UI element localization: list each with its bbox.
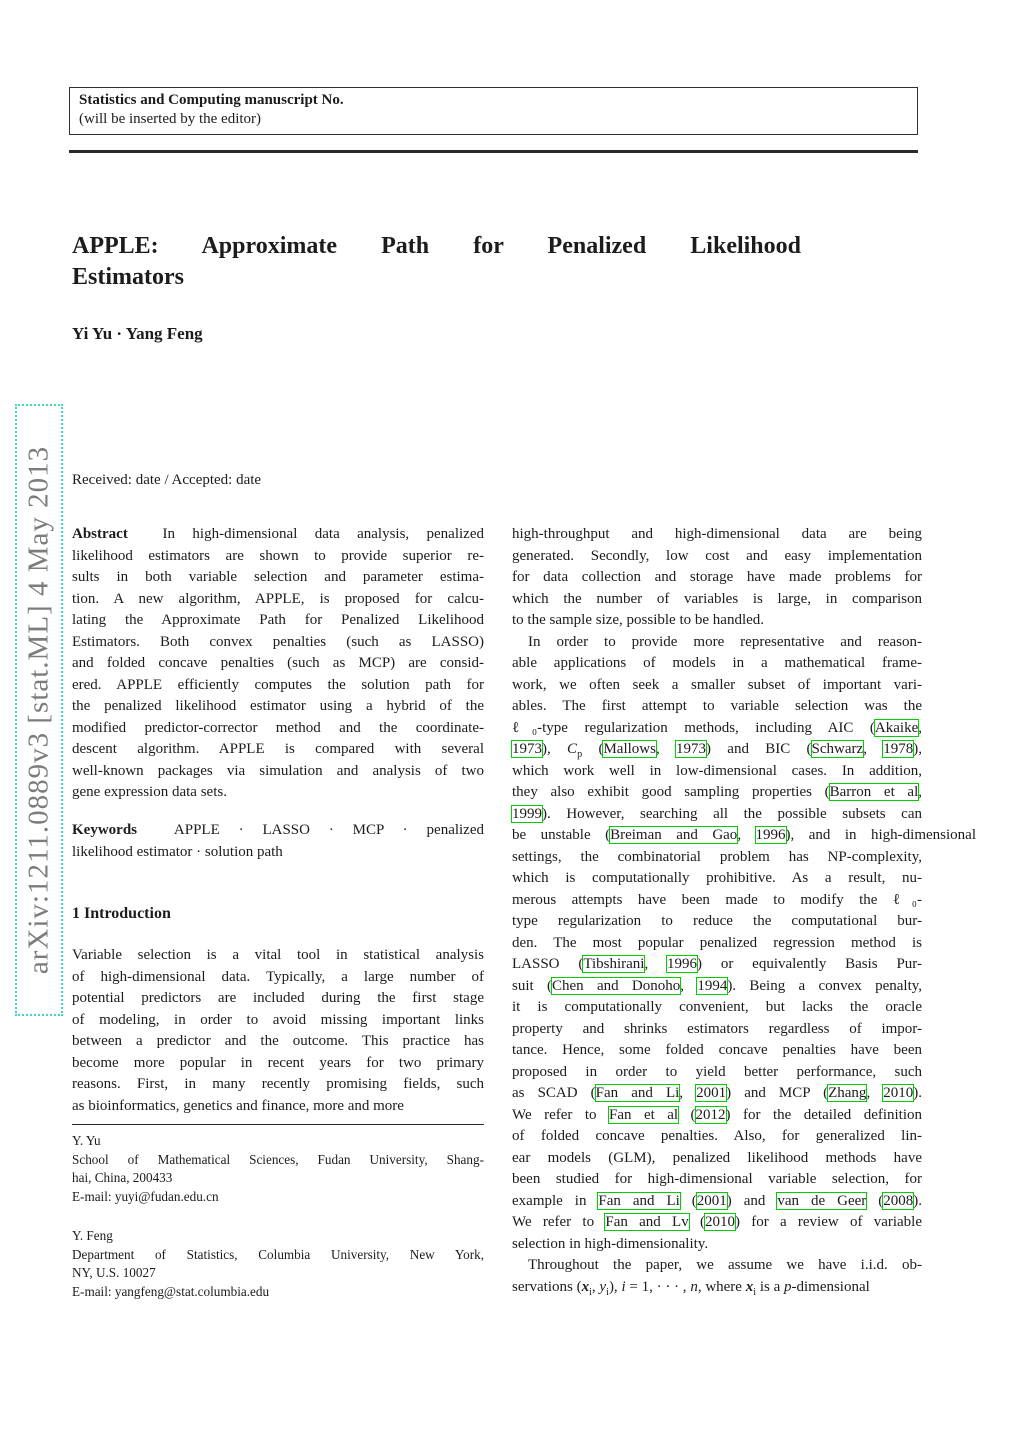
citation-link[interactable]: 1978 [883, 741, 914, 757]
citation-link[interactable]: Breiman and Gao [610, 827, 738, 843]
text-line: settings, the combinatorial problem has NP-complexity, [512, 848, 922, 865]
text-line: suit (Chen and Donoho, 1994). Being a convex penalty, [512, 977, 923, 994]
text-line: Throughout the paper, we assume we have i.i.d. ob- [528, 1257, 922, 1273]
text-line: it is computationally convenient, but lacks the oracle [512, 999, 922, 1015]
text-line: the penalized likelihood estimator using a hybrid of the [72, 698, 484, 714]
paper-authors: Yi Yu · Yang Feng [72, 324, 203, 343]
text-line: descent algorithm. APPLE is compared with several [72, 741, 484, 757]
text-line: 1973), $C_p$ (Mallows, 1973) and BIC (Schwarz, 1978), [512, 741, 922, 760]
text-line: of high-dimensional data. Typically, a large number of [72, 968, 484, 985]
text-line: tance. Hence, some folded concave penalties have been [512, 1042, 922, 1058]
text-line: We refer to Fan and Lv (2010) for a review of variable [512, 1214, 922, 1230]
text-line: as SCAD (Fan and Li, 2001) and MCP (Zhang, 2010). [512, 1085, 923, 1101]
text-line: den. The most popular penalized regression method is [512, 934, 922, 951]
section-heading-introduction: 1 Introduction [72, 905, 171, 922]
text-line: example in Fan and Li (2001) and van de Geer (2008). [512, 1192, 922, 1209]
citation-link[interactable]: Fan and Lv [605, 1214, 689, 1230]
citation-link[interactable]: Akaike [874, 719, 919, 736]
text-line: reasons. First, in many recently promising fields, such [72, 1076, 484, 1092]
citation-link[interactable]: 1999 [512, 805, 542, 822]
text-line: be unstable (Breiman and Gao, 1996), and in high-dimensional [512, 827, 976, 843]
text-line: likelihood estimator · solution path [72, 843, 283, 860]
arxiv-watermark-text: arXiv:1211.0889v3 [stat.ML] 4 May 2013 [22, 445, 55, 975]
text-line: modified predictor-corrector method and the coordinate- [72, 719, 484, 736]
header-divider-rule [69, 150, 918, 153]
text-line: as bioinformatics, genetics and finance, more and more [72, 1097, 404, 1114]
manuscript-header-line1: Statistics and Computing manuscript No. [79, 92, 344, 108]
text-line: Variable selection is a vital tool in statistical analysis [72, 947, 484, 963]
text-line: E-mail: yangfeng@stat.columbia.edu [72, 1283, 270, 1299]
text-line: In order to provide more representative and reason- [528, 633, 922, 650]
citation-link[interactable]: 1994 [697, 977, 728, 994]
text-line: Department of Statistics, Columbia University, New York, [72, 1246, 484, 1262]
text-line: ear models (GLM), penalized likelihood methods have [512, 1149, 922, 1166]
text-line: of folded concave penalties. Also, for generalized lin- [512, 1128, 922, 1144]
text-line: sults in both variable selection and parameter estima- [72, 569, 484, 585]
citation-link[interactable]: 2010 [883, 1085, 914, 1101]
text-line: for data collection and storage have made problems for [512, 569, 922, 585]
text-line: high-throughput and high-dimensional data are being [512, 526, 922, 542]
abstract-paragraph [72, 524, 484, 804]
citation-link[interactable]: Schwarz [811, 741, 864, 757]
text-line: School of Mathematical Sciences, Fudan University, Shang- [72, 1151, 484, 1167]
text-line: 1999). However, searching all the possible subsets can [512, 805, 922, 822]
text-line: able applications of models in a mathematical frame- [512, 655, 922, 671]
text-line: become more popular in recent years for two primary [72, 1054, 484, 1071]
citation-link[interactable]: Fan and Li [595, 1085, 680, 1101]
text-line: been studied for high-dimensional variable selection, for [512, 1171, 922, 1187]
text-line: LASSO (Tibshirani, 1996) or equivalently Basis Pur- [512, 956, 922, 972]
text-line: which work well in low-dimensional cases. In addition, [512, 762, 922, 779]
text-line: Estimators [72, 263, 184, 290]
text-line: type regularization to reduce the computational bur- [512, 913, 922, 929]
text-line: ables. The first attempt to variable selection was the [512, 698, 922, 714]
text-line: which the number of variables is large, in comparison [512, 590, 922, 607]
citation-link[interactable]: Chen and Donoho [551, 977, 681, 994]
right-column-text [512, 524, 976, 1298]
arxiv-watermark-box [15, 404, 63, 1016]
received-accepted-line: Received: date / Accepted: date [72, 472, 262, 488]
text-line: We refer to Fan et al (2012) for the detailed definition [512, 1106, 923, 1123]
text-line: Keywords APPLE · LASSO · MCP · penalized [72, 822, 484, 838]
text-line: APPLE: Approximate Path for Penalized Likelihood [72, 233, 801, 259]
text-line: ered. APPLE efficiently computes the solution path for [72, 676, 484, 693]
keywords-paragraph [72, 820, 484, 863]
citation-link[interactable]: 1973 [512, 741, 542, 757]
text-line: well-known packages via simulation and analysis of two [72, 762, 484, 779]
citation-link[interactable]: 2001 [696, 1192, 727, 1209]
citation-link[interactable]: Barron et al [829, 784, 919, 800]
text-line: work, we often seek a smaller subset of important vari- [512, 676, 922, 693]
text-line: Y. Yu [72, 1133, 101, 1148]
citation-link[interactable]: 2010 [704, 1214, 735, 1230]
text-line: potential predictors are included during the first stage [72, 990, 484, 1006]
manuscript-header-line2: (will be inserted by the editor) [79, 111, 262, 127]
text-line: Y. Feng [72, 1228, 113, 1243]
text-line: Estimators. Both convex penalties (such as LASSO) [72, 633, 484, 650]
citation-link[interactable]: Fan and Li [598, 1192, 680, 1209]
citation-link[interactable]: 2008 [883, 1192, 914, 1209]
text-line: gene expression data sets. [72, 784, 227, 800]
text-line: between a predictor and the outcome. This practice has [72, 1033, 484, 1049]
citation-link[interactable]: van de Geer [777, 1192, 867, 1209]
text-line: Abstract In high-dimensional data analysis, penalized [72, 526, 484, 542]
citation-link[interactable]: Zhang [828, 1085, 867, 1101]
text-line: hai, China, 200433 [72, 1170, 173, 1185]
text-line: tion. A new algorithm, APPLE, is proposed for calcu- [72, 590, 484, 607]
text-line: E-mail: yuyi@fudan.edu.cn [72, 1188, 219, 1204]
text-line: of modeling, in order to avoid missing important links [72, 1011, 484, 1028]
text-line: servations ($x_i$, $y_i$), i = 1, · · · , n, where $x_i$ is a p-dimensional [512, 1278, 870, 1298]
text-line: they also exhibit good sampling properties (Barron et al, [512, 784, 922, 800]
text-line: property and shrinks estimators regardless of impor- [512, 1020, 922, 1037]
text-line: lating the Approximate Path for Penalized Likelihood [72, 612, 484, 628]
text-line: selection in high-dimensionality. [512, 1235, 709, 1252]
text-line: likelihood estimators are shown to provide superior re- [72, 547, 484, 564]
citation-link[interactable]: 1973 [676, 741, 706, 757]
citation-link[interactable]: Mallows [603, 741, 656, 757]
text-line: proposed in order to yield better performance, such [512, 1063, 922, 1080]
footnote-author-2 [72, 1227, 484, 1301]
text-line: to the sample size, possible to be handled. [512, 612, 765, 628]
paper-title [72, 231, 801, 292]
footnote-author-1 [72, 1132, 484, 1206]
text-line: and folded concave penalties (such as MCP) are consid- [72, 655, 484, 671]
text-line: which is computationally prohibitive. As a result, nu- [512, 870, 922, 886]
text-line: ℓ₀-type regularization methods, including AIC (Akaike, [512, 719, 922, 736]
introduction-paragraph [72, 945, 484, 1117]
text-line: merous attempts have been made to modify the ℓ₀- [512, 891, 922, 908]
citation-link[interactable]: Tibshirani [583, 956, 645, 972]
citation-link[interactable]: 1996 [755, 827, 786, 843]
citation-link[interactable]: Fan et al [608, 1106, 679, 1123]
citation-link[interactable]: 2012 [695, 1106, 726, 1123]
text-line: generated. Secondly, low cost and easy implementation [512, 547, 922, 564]
citation-link[interactable]: 2001 [696, 1085, 727, 1101]
manuscript-header-box [69, 87, 918, 135]
text-line: NY, U.S. 10027 [72, 1265, 156, 1280]
citation-link[interactable]: 1996 [667, 956, 698, 972]
footnote-rule [72, 1124, 484, 1125]
